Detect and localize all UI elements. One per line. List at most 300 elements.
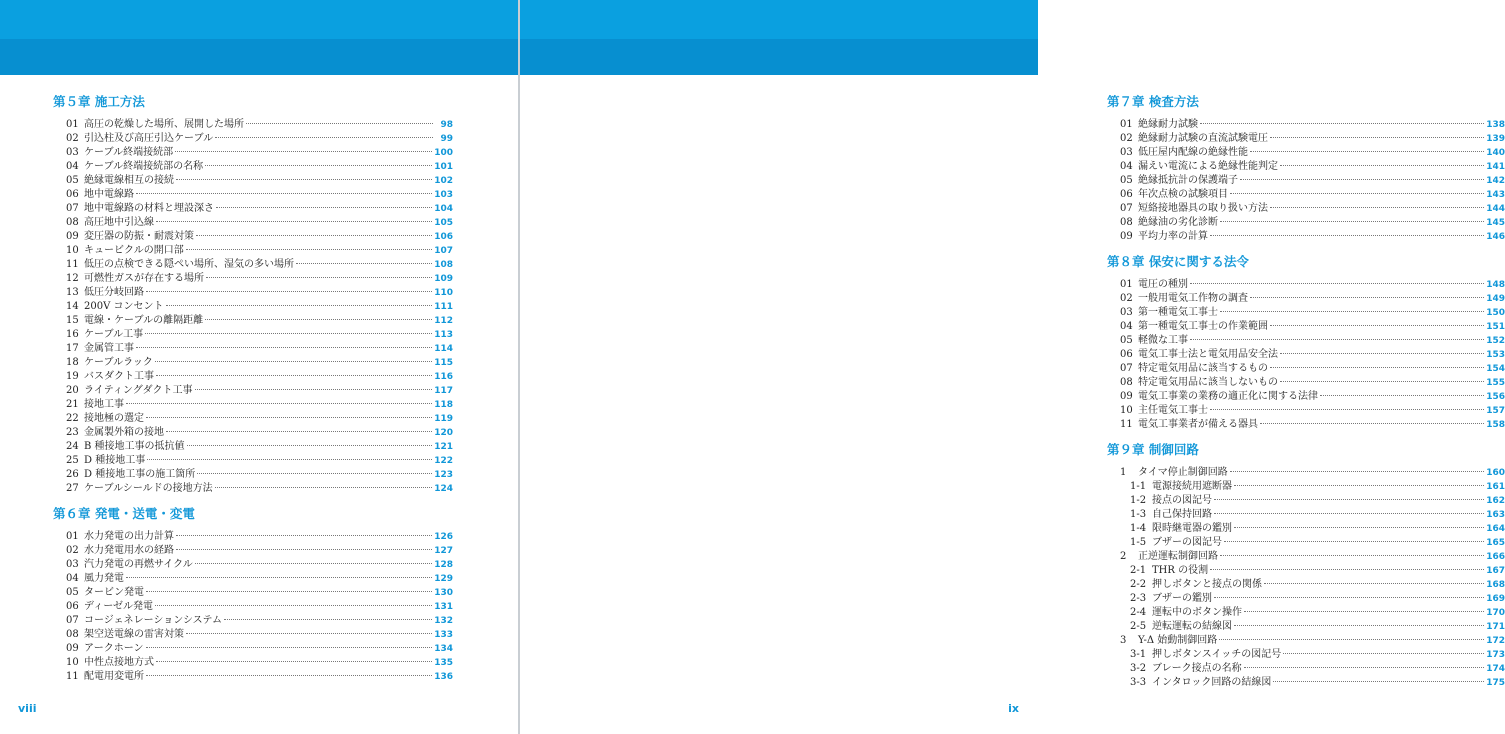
toc-entry[interactable]: [53, 468, 453, 482]
entry-page-number: 165: [1486, 538, 1505, 548]
entry-page-number: 163: [1486, 510, 1505, 520]
toc-entry[interactable]: [53, 370, 453, 384]
toc-entry[interactable]: [53, 572, 453, 586]
entry-number: 20: [66, 385, 79, 396]
entry-title: 引込柱及び高圧引込ケーブル: [84, 133, 214, 144]
dot-leader: [1250, 151, 1484, 152]
toc-entry[interactable]: [1107, 334, 1505, 348]
toc-entry[interactable]: [1107, 480, 1505, 494]
left-toc: [53, 94, 453, 694]
toc-entry[interactable]: [1107, 174, 1505, 188]
entry-title: D 種接地工事: [84, 455, 146, 466]
toc-entry[interactable]: [53, 230, 453, 244]
entry-number: 08: [66, 629, 79, 640]
dot-leader: [1219, 639, 1484, 640]
entry-page-number: 146: [1486, 232, 1505, 242]
dot-leader: [197, 473, 432, 474]
toc-entry[interactable]: [1107, 320, 1505, 334]
dot-leader: [1210, 409, 1484, 410]
toc-entry[interactable]: [53, 174, 453, 188]
entry-title: 金属製外箱の接地: [84, 427, 164, 438]
dot-leader: [1234, 625, 1484, 626]
entry-number: 04: [66, 573, 79, 584]
entry-title: 200V コンセント: [84, 301, 164, 312]
entry-page-number: 151: [1486, 322, 1505, 332]
entry-title: 絶縁電線相互の接続: [84, 175, 174, 186]
dot-leader: [156, 661, 432, 662]
entry-page-number: 116: [434, 372, 453, 382]
entry-page-number: 162: [1486, 496, 1505, 506]
entry-number: 1-5: [1130, 537, 1147, 548]
entry-page-number: 122: [434, 456, 453, 466]
entry-number: 06: [1120, 349, 1133, 360]
dot-leader: [126, 403, 432, 404]
toc-entry[interactable]: [1107, 592, 1505, 606]
toc-entry[interactable]: [53, 482, 453, 496]
dot-leader: [195, 563, 432, 564]
entry-number: 01: [66, 531, 79, 542]
entry-number: 05: [66, 587, 79, 598]
toc-entry[interactable]: [53, 426, 453, 440]
entry-page-number: 140: [1486, 148, 1505, 158]
toc-entry[interactable]: [53, 216, 453, 230]
dot-leader: [186, 633, 432, 634]
entry-page-number: 103: [434, 190, 453, 200]
toc-entry[interactable]: [1107, 564, 1505, 578]
toc-entry[interactable]: [1107, 676, 1505, 690]
entry-page-number: 154: [1486, 364, 1505, 374]
entry-title: 地中電線路: [84, 189, 134, 200]
entry-page-number: 160: [1486, 468, 1505, 478]
entry-title: 接点の図記号: [1152, 495, 1212, 506]
entry-number: 07: [1120, 363, 1133, 374]
toc-entry[interactable]: [1107, 418, 1505, 432]
entry-number: 06: [66, 189, 79, 200]
dot-leader: [147, 459, 432, 460]
dot-leader: [1270, 137, 1484, 138]
toc-entry[interactable]: [1107, 160, 1505, 174]
entry-number: 09: [66, 643, 79, 654]
toc-entry[interactable]: [1107, 292, 1505, 306]
entry-page-number: 175: [1486, 678, 1505, 688]
toc-entry[interactable]: [53, 586, 453, 600]
entry-title: ブザーの鑑別: [1152, 593, 1212, 604]
entry-title: ケーブル工事: [84, 329, 144, 340]
left-page: [0, 0, 518, 734]
entry-title: 絶縁耐力試験の直流試験電圧: [1138, 133, 1268, 144]
entry-title: 水力発電の出力計算: [84, 531, 174, 542]
entry-page-number: 148: [1486, 280, 1505, 290]
dot-leader: [1320, 395, 1484, 396]
toc-entry[interactable]: [1107, 606, 1505, 620]
entry-page-number: 118: [434, 400, 453, 410]
entry-title: ブザーの図記号: [1152, 537, 1222, 548]
toc-entry[interactable]: [1107, 404, 1505, 418]
entry-page-number: 101: [434, 162, 453, 172]
toc-entry[interactable]: [53, 146, 453, 160]
entry-page-number: 136: [434, 672, 453, 682]
entry-number: 03: [66, 147, 79, 158]
entry-number: 05: [66, 175, 79, 186]
toc-entry[interactable]: [53, 118, 453, 132]
toc-entry[interactable]: [1107, 536, 1505, 550]
entry-number: 05: [1120, 175, 1133, 186]
dot-leader: [1220, 555, 1484, 556]
dot-leader: [1214, 597, 1484, 598]
entry-number: 1-4: [1130, 523, 1147, 534]
toc-entry[interactable]: [1107, 494, 1505, 508]
entry-number: 06: [66, 601, 79, 612]
entry-number: 10: [1120, 405, 1133, 416]
entry-page-number: 131: [434, 602, 453, 612]
entry-title: 接地工事: [84, 399, 124, 410]
entry-title: 接地極の選定: [84, 413, 144, 424]
entry-number: 2-2: [1130, 579, 1147, 590]
entry-number: 27: [66, 483, 79, 494]
entry-title: 押しボタンと接点の関係: [1152, 579, 1262, 590]
toc-entry[interactable]: [53, 670, 453, 684]
toc-entry[interactable]: [1107, 278, 1505, 292]
entry-page-number: 129: [434, 574, 453, 584]
toc-entry[interactable]: [53, 544, 453, 558]
entry-title: ディーゼル発電: [84, 601, 153, 612]
toc-entry[interactable]: [1107, 118, 1505, 132]
dot-leader: [215, 487, 433, 488]
entry-title: 正逆運転制御回路: [1138, 551, 1218, 562]
entry-number: 3: [1120, 635, 1127, 646]
toc-entry[interactable]: [1107, 376, 1505, 390]
toc-entry[interactable]: [53, 314, 453, 328]
entry-title: 汽力発電の再燃サイクル: [84, 559, 193, 570]
toc-entry[interactable]: [1107, 648, 1505, 662]
toc-entry[interactable]: [53, 132, 453, 146]
dot-leader: [1214, 513, 1484, 514]
toc-entry[interactable]: [1107, 620, 1505, 634]
entry-title: 高圧の乾燥した場所、展開した場所: [84, 119, 244, 130]
entry-page-number: 174: [1486, 664, 1505, 674]
dot-leader: [146, 291, 432, 292]
entry-title: 特定電気用品に該当しないもの: [1138, 377, 1278, 388]
toc-entry[interactable]: [1107, 634, 1505, 648]
toc-entry[interactable]: [53, 258, 453, 272]
entry-title: 軽微な工事: [1138, 335, 1188, 346]
entry-page-number: 153: [1486, 350, 1505, 360]
entry-number: 07: [1120, 203, 1133, 214]
entry-title: 年次点検の試験項目: [1138, 189, 1228, 200]
entry-title: 配電用変電所: [84, 671, 144, 682]
toc-entry[interactable]: [53, 286, 453, 300]
toc-entry[interactable]: [53, 244, 453, 258]
entry-title: コージェネレーションシステム: [84, 615, 222, 626]
entry-page-number: 161: [1486, 482, 1505, 492]
entry-page-number: 143: [1486, 190, 1505, 200]
toc-entry[interactable]: [53, 642, 453, 656]
entry-title: 低圧の点検できる隠ぺい場所、湿気の多い場所: [84, 259, 294, 270]
toc-entry[interactable]: [53, 614, 453, 628]
entry-number: 03: [1120, 147, 1133, 158]
dot-leader: [1220, 221, 1484, 222]
entry-title: 特定電気用品に該当するもの: [1138, 363, 1268, 374]
dot-leader: [1220, 311, 1484, 312]
entry-page-number: 119: [434, 414, 453, 424]
toc-entry[interactable]: [53, 530, 453, 544]
entry-title: 逆転運転の結線図: [1152, 621, 1232, 632]
toc-entry[interactable]: [1107, 216, 1505, 230]
toc-entry[interactable]: [53, 272, 453, 286]
entry-number: 24: [66, 441, 79, 452]
entry-title: 架空送電線の雷害対策: [84, 629, 184, 640]
dot-leader: [155, 361, 432, 362]
entry-number: 2: [1120, 551, 1127, 562]
toc-entry[interactable]: [1107, 188, 1505, 202]
toc-entry[interactable]: [1107, 508, 1505, 522]
toc-entry[interactable]: [53, 656, 453, 670]
toc-entry[interactable]: [53, 188, 453, 202]
entry-title: 風力発電: [84, 573, 124, 584]
dot-leader: [126, 577, 432, 578]
entry-title: 漏えい電流による絶縁性能判定: [1138, 161, 1278, 172]
dot-leader: [156, 221, 432, 222]
entry-title: 一般用電気工作物の調査: [1138, 293, 1248, 304]
page-number-left: viii: [18, 702, 37, 715]
entry-page-number: 155: [1486, 378, 1505, 388]
entry-title: 金属管工事: [84, 343, 134, 354]
dot-leader: [136, 347, 432, 348]
entry-title: ケーブルラック: [84, 357, 153, 368]
toc-entry[interactable]: [53, 454, 453, 468]
dot-leader: [1234, 527, 1484, 528]
toc-entry[interactable]: [1107, 522, 1505, 536]
entry-title: タイマ停止制御回路: [1138, 467, 1228, 478]
entry-title: バスダクト工事: [84, 371, 154, 382]
entry-title: THR の役割: [1152, 565, 1209, 576]
entry-page-number: 149: [1486, 294, 1505, 304]
entry-number: 2-5: [1130, 621, 1147, 632]
dot-leader: [1240, 179, 1484, 180]
dot-leader: [296, 263, 432, 264]
entry-number: 05: [1120, 335, 1133, 346]
dot-leader: [146, 591, 432, 592]
entry-number: 04: [1120, 161, 1133, 172]
entry-page-number: 121: [434, 442, 453, 452]
entry-title: 地中電線路の材料と埋設深さ: [84, 203, 214, 214]
entry-number: 04: [1120, 321, 1133, 332]
toc-entry[interactable]: [1107, 662, 1505, 676]
entry-number: 21: [66, 399, 79, 410]
entry-number: 25: [66, 455, 79, 466]
entry-page-number: 113: [434, 330, 453, 340]
dot-leader: [1250, 297, 1484, 298]
dot-leader: [145, 333, 432, 334]
entry-page-number: 112: [434, 316, 453, 326]
toc-entry[interactable]: [1107, 202, 1505, 216]
toc-entry[interactable]: [53, 600, 453, 614]
header-band-top: [520, 0, 1038, 39]
toc-entry[interactable]: [1107, 362, 1505, 376]
toc-entry[interactable]: [53, 440, 453, 454]
entry-page-number: 141: [1486, 162, 1505, 172]
dot-leader: [1190, 339, 1484, 340]
entry-number: 2-1: [1130, 565, 1147, 576]
entry-title: 中性点接地方式: [84, 657, 154, 668]
entry-title: D 種接地工事の施工箇所: [84, 469, 196, 480]
entry-title: B 種接地工事の抵抗値: [84, 441, 185, 452]
entry-title: インタロック回路の結線図: [1152, 677, 1272, 688]
dot-leader: [246, 123, 433, 124]
toc-entry[interactable]: [1107, 146, 1505, 160]
header-band-bottom: [0, 39, 518, 75]
dot-leader: [187, 445, 433, 446]
dot-leader: [1210, 569, 1484, 570]
entry-page-number: 142: [1486, 176, 1505, 186]
dot-leader: [205, 319, 432, 320]
entry-title: 押しボタンスイッチの図記号: [1152, 649, 1282, 660]
entry-title: 電圧の種別: [1138, 279, 1188, 290]
entry-title: 低圧分岐回路: [84, 287, 144, 298]
entry-number: 02: [66, 133, 79, 144]
entry-number: 11: [1120, 419, 1133, 430]
entry-number: 06: [1120, 189, 1133, 200]
entry-page-number: 132: [434, 616, 453, 626]
entry-title: ケーブル終端接続部: [84, 147, 174, 158]
toc-entry[interactable]: [53, 628, 453, 642]
toc-entry[interactable]: [1107, 550, 1505, 564]
toc-entry[interactable]: [53, 558, 453, 572]
entry-page-number: 124: [434, 484, 453, 494]
toc-entry[interactable]: [1107, 348, 1505, 362]
entry-number: 15: [66, 315, 79, 326]
entry-title: 水力発電用水の経路: [84, 545, 174, 556]
entry-title: 電気工事士法と電気用品安全法: [1138, 349, 1278, 360]
entry-number: 26: [66, 469, 79, 480]
toc-entry[interactable]: [53, 202, 453, 216]
entry-number: 1: [1120, 467, 1127, 478]
entry-page-number: 144: [1486, 204, 1505, 214]
entry-page-number: 133: [434, 630, 453, 640]
entry-title: タービン発電: [84, 587, 144, 598]
entry-number: 11: [66, 259, 79, 270]
entry-title: 第一種電気工事士の作業範囲: [1138, 321, 1268, 332]
entry-title: Y-Δ 始動制御回路: [1138, 635, 1218, 646]
dot-leader: [205, 165, 432, 166]
toc-entry[interactable]: [53, 412, 453, 426]
dot-leader: [1224, 541, 1484, 542]
toc-entry[interactable]: [53, 300, 453, 314]
entry-page-number: 111: [434, 302, 453, 312]
entry-page-number: 138: [1486, 120, 1505, 130]
entry-page-number: 156: [1486, 392, 1505, 402]
entry-page-number: 171: [1486, 622, 1505, 632]
toc-entry[interactable]: [1107, 390, 1505, 404]
chapter-section: [1107, 442, 1505, 690]
dot-leader: [176, 549, 432, 550]
entry-title: アークホーン: [84, 643, 144, 654]
dot-leader: [1280, 353, 1484, 354]
entry-number: 12: [66, 273, 79, 284]
dot-leader: [1270, 207, 1484, 208]
entry-number: 07: [66, 203, 79, 214]
chapter-title: 第７章 検査方法: [1107, 94, 1199, 109]
entry-number: 13: [66, 287, 79, 298]
entry-title: 低圧屋内配線の絶縁性能: [1138, 147, 1248, 158]
toc-entry[interactable]: [1107, 578, 1505, 592]
entry-number: 17: [66, 343, 79, 354]
entry-number: 3-3: [1130, 677, 1147, 688]
entry-title: 平均力率の計算: [1138, 231, 1208, 242]
toc-entry[interactable]: [53, 342, 453, 356]
chapter-title: 第９章 制御回路: [1107, 442, 1199, 457]
entry-number: 08: [66, 217, 79, 228]
dot-leader: [195, 389, 433, 390]
dot-leader: [1230, 193, 1484, 194]
entry-number: 2-3: [1130, 593, 1147, 604]
entry-page-number: 99: [440, 134, 453, 144]
dot-leader: [146, 647, 433, 648]
entry-number: 3-1: [1130, 649, 1147, 660]
entry-title: 電線・ケーブルの離隔距離: [84, 315, 204, 326]
entry-title: 運転中のボタン操作: [1152, 607, 1242, 618]
dot-leader: [1270, 325, 1484, 326]
entry-page-number: 134: [434, 644, 453, 654]
entry-number: 02: [66, 545, 79, 556]
entry-number: 3-2: [1130, 663, 1147, 674]
toc-entry[interactable]: [53, 328, 453, 342]
entry-page-number: 126: [434, 532, 453, 542]
entry-page-number: 98: [440, 120, 453, 130]
dot-leader: [1244, 667, 1485, 668]
dot-leader: [1244, 611, 1484, 612]
dot-leader: [166, 305, 433, 306]
toc-entry[interactable]: [1107, 466, 1505, 480]
entry-number: 09: [1120, 231, 1133, 242]
entry-number: 10: [66, 245, 79, 256]
entry-number: 09: [66, 231, 79, 242]
entry-number: 2-4: [1130, 607, 1147, 618]
toc-entry[interactable]: [53, 398, 453, 412]
entry-title: 第一種電気工事士: [1138, 307, 1218, 318]
toc-entry[interactable]: [53, 356, 453, 370]
entry-title: 限時継電器の鑑別: [1152, 523, 1232, 534]
header-band-bottom: [520, 39, 1038, 75]
entry-number: 22: [66, 413, 79, 424]
toc-entry[interactable]: [1107, 306, 1505, 320]
chapter-section: [1107, 254, 1505, 432]
toc-entry[interactable]: [1107, 132, 1505, 146]
right-page: [520, 0, 1505, 734]
entry-page-number: 100: [434, 148, 453, 158]
entry-number: 14: [66, 301, 79, 312]
entry-page-number: 117: [434, 386, 453, 396]
entry-title: 主任電気工事士: [1138, 405, 1208, 416]
dot-leader: [216, 207, 432, 208]
dot-leader: [176, 535, 432, 536]
entry-number: 09: [1120, 391, 1133, 402]
entry-number: 16: [66, 329, 79, 340]
dot-leader: [176, 179, 432, 180]
dot-leader: [224, 619, 432, 620]
entry-number: 08: [1120, 377, 1133, 388]
dot-leader: [1283, 653, 1484, 654]
entry-page-number: 145: [1486, 218, 1505, 228]
toc-entry[interactable]: [53, 384, 453, 398]
entry-page-number: 139: [1486, 134, 1505, 144]
dot-leader: [1214, 499, 1484, 500]
entry-number: 1-1: [1130, 481, 1147, 492]
toc-entry[interactable]: [53, 160, 453, 174]
toc-entry[interactable]: [1107, 230, 1505, 244]
page-number-right: ix: [1008, 702, 1019, 715]
entry-number: 03: [1120, 307, 1133, 318]
